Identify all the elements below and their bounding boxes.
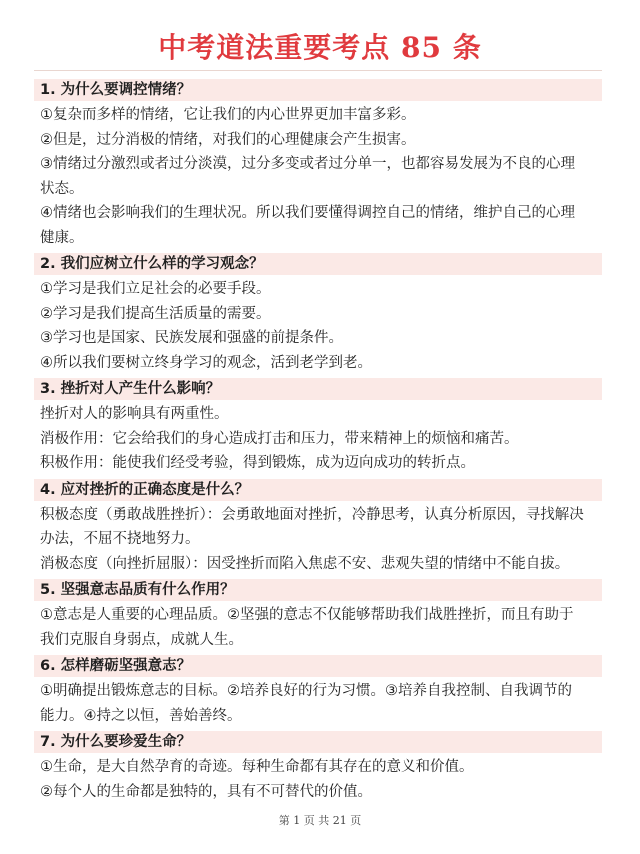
content-area	[34, 76, 602, 804]
answer-line: ①学习是我们立足社会的必要手段。	[40, 281, 271, 297]
question-heading: 6. 怎样磨砺坚强意志？	[34, 655, 602, 677]
answer-line: ③情绪过分激烈或者过分淡漠，过分多变或者过分单一，也都容易发展为不良的心理	[40, 156, 575, 172]
answer-line: 状态。	[40, 180, 84, 197]
page-title: 中考道法重要考点 85 条	[158, 31, 482, 64]
answer-line: ③学习也是国家、民族发展和强盛的前提条件。	[40, 330, 343, 346]
answer-line: ①生命，是大自然孕育的奇迹。每种生命都有其存在的意义和价值。	[40, 759, 474, 775]
answer-line: ②但是，过分消极的情绪，对我们的心理健康会产生损害。	[40, 131, 416, 148]
answer-line: ④所以我们要树立终身学习的观念，活到老学到老。	[40, 354, 372, 371]
answer-line: 我们克服自身弱点，成就人生。	[40, 631, 243, 648]
question-heading: 5. 坚强意志品质有什么作用？	[34, 579, 602, 601]
question-heading: 3. 挫折对人产生什么影响？	[34, 378, 602, 400]
question-heading: 2. 我们应树立什么样的学习观念？	[34, 253, 602, 275]
question-heading: 4. 应对挫折的正确态度是什么？	[34, 479, 602, 501]
answer-line: 能力。④持之以恒，善始善终。	[40, 707, 242, 724]
question-heading: 7. 为什么要珍爱生命？	[34, 731, 602, 753]
answer-line: 积极态度（勇敢战胜挫折）：会勇敢地面对挫折，冷静思考，认真分析原因，寻找解决	[40, 506, 584, 523]
answer-line: 健康。	[40, 229, 84, 246]
title-divider	[34, 70, 602, 71]
answer-line: ①明确提出锻炼意志的目标。②培养良好的行为习惯。③培养自我控制、自我调节的	[40, 683, 572, 699]
answer-line: ②学习是我们提高生活质量的需要。	[40, 305, 271, 322]
answer-line: 挫折对人的影响具有两重性。	[40, 406, 229, 422]
answer-line: ①复杂而多样的情绪，它让我们的内心世界更加丰富多彩。	[40, 107, 416, 123]
question-heading: 1. 为什么要调控情绪？	[34, 79, 602, 101]
answer-line: ②每个人的生命都是独特的，具有不可替代的价值。	[40, 783, 372, 800]
answer-line: 消极态度（向挫折屈服）：因受挫折而陷入焦虑不安、悲观失望的情绪中不能自拔。	[40, 555, 570, 572]
answer-line: 办法，不屈不挠地努力。	[40, 531, 200, 547]
answer-line: ④情绪也会影响我们的生理状况。所以我们要懂得调控自己的情绪，维护自己的心理	[40, 205, 575, 221]
answer-line: 积极作用：能使我们经受考验，得到锻炼，成为迈向成功的转折点。	[40, 455, 475, 471]
answer-line: ①意志是人重要的心理品质。②坚强的意志不仅能够帮助我们战胜挫折，而且有助于	[40, 607, 574, 623]
answer-line: 消极作用：它会给我们的身心造成打击和压力，带来精神上的烦恼和痛苦。	[40, 430, 519, 447]
page-footer: 第 1 页 共 21 页	[278, 814, 362, 827]
